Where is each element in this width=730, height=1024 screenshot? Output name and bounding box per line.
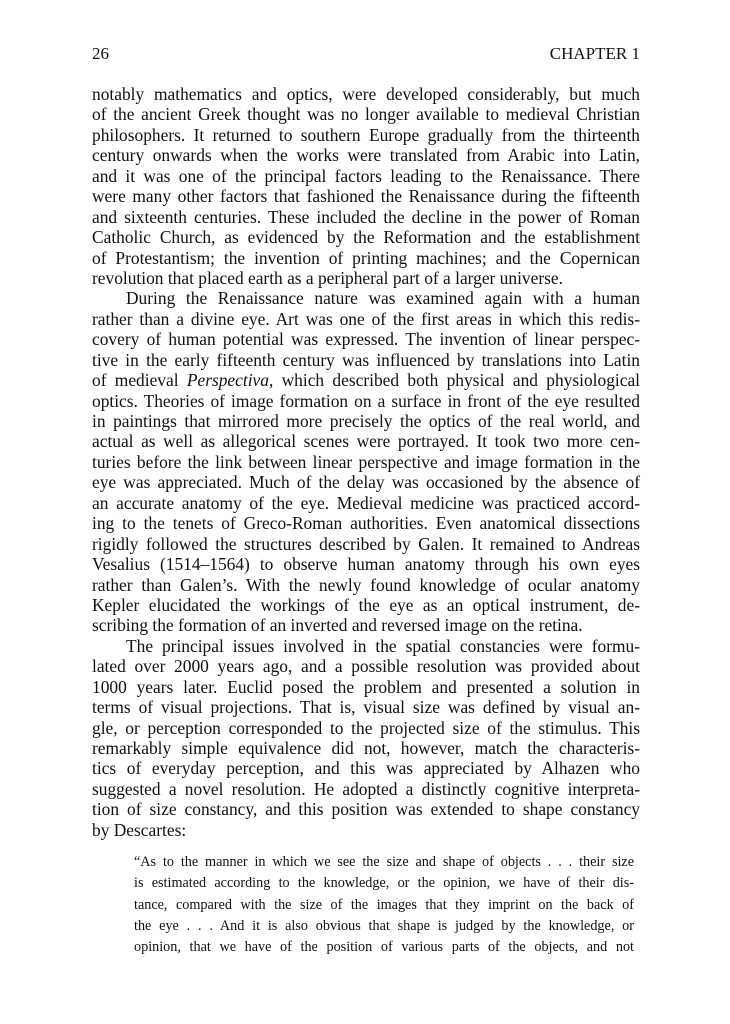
text-line: Catholic Church, as evidenced by the Reformation and the establishment <box>92 227 640 248</box>
body-text <box>92 84 640 840</box>
text-line: were many other factors that fashioned the Renaissance during the fifteenth <box>92 186 640 207</box>
text-line: The principal issues involved in the spatial constancies were formu- <box>126 635 640 656</box>
text-line: lated over 2000 years ago, and a possible resolution was provided about <box>92 656 640 677</box>
text-line: and sixteenth centuries. These included the decline in the power of Roman <box>92 206 640 227</box>
text-line: rather than a divine eye. Art was one of the first areas in which this redis- <box>92 308 640 329</box>
running-head <box>92 44 640 66</box>
text-line: Kepler elucidated the workings of the eye as an optical instrument, de- <box>92 594 640 615</box>
paragraph <box>92 84 640 288</box>
text-line: suggested a novel resolution. He adopted a distinctly cognitive interpreta- <box>92 778 640 799</box>
text-line: gle, or perception corresponded to the projected size of the stimulus. This <box>92 717 640 738</box>
text-line: Vesalius (1514–1564) to observe human anatomy through his own eyes <box>92 554 640 575</box>
chapter-title: CHAPTER 1 <box>549 44 640 63</box>
text-line: rather than Galen’s. With the newly found knowledge of ocular anatomy <box>92 574 640 595</box>
text-line: covery of human potential was expressed. The invention of linear perspec- <box>92 329 640 350</box>
text-line: optics. Theories of image formation on a surface in front of the eye resulted <box>92 390 640 411</box>
quote-line: “As to the manner in which we see the size and shape of objects . . . their size <box>134 854 634 871</box>
text-line: and it was one of the principal factors leading to the Renaissance. There <box>92 165 640 186</box>
text-line: ing to the tenets of Greco-Roman authorities. Even anatomical dissections <box>92 513 640 534</box>
book-page <box>92 44 640 958</box>
page-number: 26 <box>92 44 109 63</box>
quote-line: is estimated according to the knowledge, or the opinion, we have of their dis- <box>134 875 634 892</box>
text-line: tive in the early fifteenth century was influenced by translations into Latin <box>92 349 640 370</box>
text-line: actual as well as allegorical scenes were portrayed. It took two more cen- <box>92 431 640 452</box>
quote-line: the eye . . . And it is also obvious that shape is judged by the knowledge, or <box>134 917 634 934</box>
text-line-with-italic: of medieval Perspectiva, which described both physical and physiological <box>92 370 640 391</box>
text-line: in paintings that mirrored more precisely the optics of the real world, and <box>92 411 640 431</box>
italic-title: Perspectiva <box>186 370 269 391</box>
text-line: terms of visual projections. That is, visual size was defined by visual an- <box>92 697 640 718</box>
paragraph <box>92 636 640 840</box>
quote-line: opinion, that we have of the position of various parts of the objects, and not <box>134 938 634 955</box>
text-line: an accurate anatomy of the eye. Medieval medicine was practiced accord- <box>92 492 640 513</box>
text-line: century onwards when the works were translated from Arabic into Latin, <box>92 145 640 166</box>
text-line: remarkably simple equivalence did not, however, match the characteris- <box>92 738 640 758</box>
text-line: tion of size constancy, and this position was extended to shape constancy <box>92 799 640 820</box>
text-line: tics of everyday perception, and this was appreciated by Alhazen who <box>92 758 640 779</box>
quote-line: tance, compared with the size of the images that they imprint on the back of <box>134 896 634 913</box>
text-line: eye was appreciated. Much of the delay was occasioned by the absence of <box>92 472 640 493</box>
text-line: by Descartes: <box>92 819 187 840</box>
block-quote <box>92 852 640 958</box>
text-line: rigidly followed the structures described by Galen. It remained to Andreas <box>92 533 640 554</box>
text-line: scribing the formation of an inverted and reversed image on the retina. <box>92 615 583 636</box>
text-line: of Protestantism; the invention of printing machines; and the Copernican <box>92 247 640 268</box>
text-line: philosophers. It returned to southern Europe gradually from the thirteenth <box>92 124 640 145</box>
text-line: 1000 years later. Euclid posed the problem and presented a solution in <box>92 676 640 697</box>
text-line: revolution that placed earth as a peripheral part of a larger universe. <box>92 267 563 288</box>
text-line: turies before the link between linear perspective and image formation in the <box>92 451 640 472</box>
paragraph <box>92 288 640 635</box>
text-line: notably mathematics and optics, were developed considerably, but much <box>92 84 640 104</box>
text-line: of the ancient Greek thought was no longer available to medieval Christian <box>92 104 640 125</box>
text-line: During the Renaissance nature was examined again with a human <box>126 288 640 309</box>
